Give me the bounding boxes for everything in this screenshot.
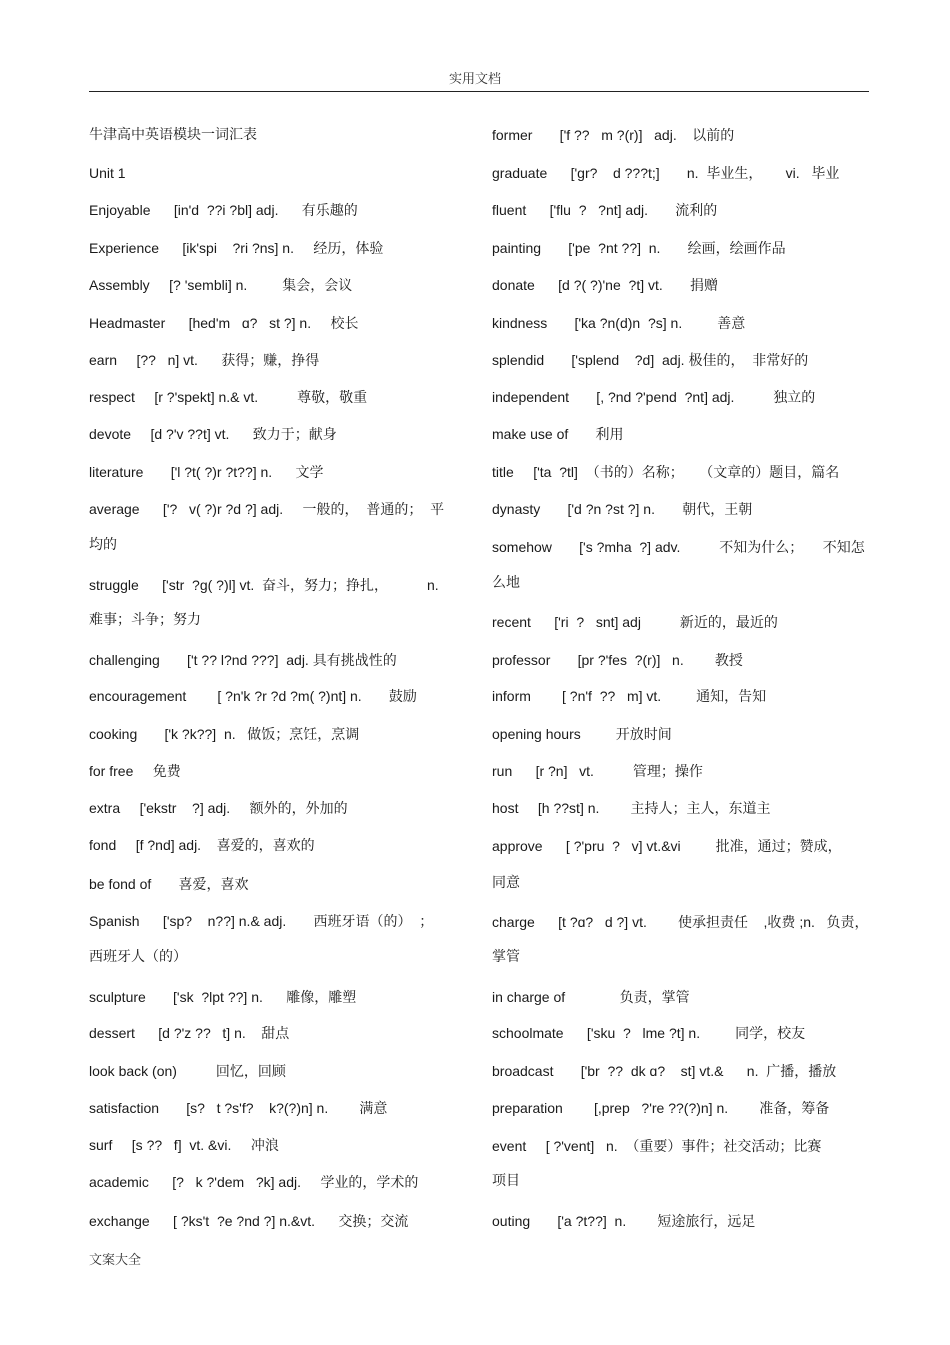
vocab-line: splendid ['splend ?d] adj. 极佳的， 非常好的: [492, 352, 809, 368]
vocab-line: encouragement [ ?n'k ?r ?d ?m( ?)nt] n. 鼓励: [89, 688, 417, 704]
vocab-line: charge [t ?ɑ? d ?] vt. 使承担责任 ,收费 ;n. 负责，: [492, 914, 869, 930]
vocab-line: 牛津高中英语模块一词汇表: [89, 126, 257, 142]
vocab-line: preparation [,prep ?'re ??(?)n] n. 准备，筹备: [492, 1100, 830, 1116]
vocab-line: for free 免费: [89, 763, 181, 779]
vocab-line: Unit 1: [89, 165, 126, 181]
vocab-line: challenging ['t ?? l?nd ???] adj. 具有挑战性的: [89, 652, 397, 668]
vocab-line: fond [f ?nd] adj. 喜爱的，喜欢的: [89, 837, 315, 853]
header-rule: [89, 91, 869, 92]
vocab-line: recent ['ri ? snt] adj 新近的，最近的: [492, 614, 778, 630]
page-header: 实用文档: [448, 71, 501, 86]
vocab-line: in charge of 负责，掌管: [492, 989, 690, 1005]
vocab-line: dessert [d ?'z ?? t] n. 甜点: [89, 1025, 290, 1041]
vocab-line: 掌管: [492, 948, 520, 964]
vocab-line: approve [ ?'pru ? v] vt.&vi 批准，通过；赞成，: [492, 838, 842, 854]
vocab-line: 同意: [492, 874, 520, 890]
vocab-line: Experience [ik'spi ?ri ?ns] n. 经历，体验: [89, 240, 384, 256]
vocab-line: donate [d ?( ?)'ne ?t] vt. 捐赠: [492, 277, 718, 293]
vocab-line: opening hours 开放时间: [492, 726, 672, 742]
vocab-line: cooking ['k ?k??] n. 做饭；烹饪，烹调: [89, 726, 360, 742]
vocab-line: graduate ['gr? d ???t;] n. 毕业生， vi. 毕业: [492, 165, 840, 181]
vocab-line: exchange [ ?ks't ?e ?nd ?] n.&vt. 交换；交流: [89, 1213, 409, 1229]
vocab-line: independent [, ?nd ?'pend ?nt] adj. 独立的: [492, 389, 816, 405]
vocab-line: Assembly [? 'sembli] n. 集会，会议: [89, 277, 353, 293]
vocab-line: satisfaction [s? t ?s'f? k?(?)n] n. 满意: [89, 1100, 388, 1116]
vocab-line: professor [pr ?'fes ?(r)] n. 教授: [492, 652, 743, 668]
vocab-line: Spanish ['sp? n??] n.& adj. 西班牙语（的） ；: [89, 913, 434, 929]
vocab-line: make use of 利用: [492, 426, 624, 442]
vocab-line: 难事；斗争；努力: [89, 611, 201, 627]
vocab-line: event [ ?'vent] n. （重要）事件；社交活动；比赛: [492, 1138, 822, 1154]
vocab-line: host [h ??st] n. 主持人；主人，东道主: [492, 800, 771, 816]
vocab-line: former ['f ?? m ?(r)] adj. 以前的: [492, 127, 735, 143]
vocab-line: 西班牙人（的）: [89, 948, 187, 964]
vocab-line: be fond of 喜爱，喜欢: [89, 876, 249, 892]
vocab-line: devote [d ?'v ??t] vt. 致力于；献身: [89, 426, 337, 442]
vocab-line: inform [ ?n'f ?? m] vt. 通知，告知: [492, 688, 767, 704]
vocab-line: academic [? k ?'dem ?k] adj. 学业的，学术的: [89, 1174, 419, 1190]
vocab-line: struggle ['str ?g( ?)l] vt. 奋斗，努力；挣扎， n.: [89, 577, 439, 593]
vocab-line: extra ['ekstr ?] adj. 额外的，外加的: [89, 800, 348, 816]
vocab-line: 么地: [492, 574, 520, 590]
vocab-line: dynasty ['d ?n ?st ?] n. 朝代，王朝: [492, 501, 753, 517]
vocab-line: 项目: [492, 1172, 520, 1188]
vocab-line: sculpture ['sk ?lpt ??] n. 雕像，雕塑: [89, 989, 357, 1005]
vocab-line: schoolmate ['sku ? lme ?t] n. 同学，校友: [492, 1025, 806, 1041]
vocab-line: literature ['l ?t( ?)r ?t??] n. 文学: [89, 464, 324, 480]
vocab-line: broadcast ['br ?? dk ɑ? st] vt.& n. 广播，播放: [492, 1063, 837, 1079]
vocab-line: somehow ['s ?mha ?] adv. 不知为什么； 不知怎: [492, 539, 865, 555]
vocab-line: painting ['pe ?nt ??] n. 绘画，绘画作品: [492, 240, 786, 256]
vocab-line: average ['? v( ?)r ?d ?] adj. 一般的， 普通的； 平: [89, 501, 445, 517]
vocab-line: kindness ['ka ?n(d)n ?s] n. 善意: [492, 315, 746, 331]
vocab-line: 均的: [89, 536, 117, 552]
vocab-line: run [r ?n] vt. 管理；操作: [492, 763, 703, 779]
vocab-line: fluent ['flu ? ?nt] adj. 流利的: [492, 202, 718, 218]
page-footer: 文案大全: [89, 1252, 142, 1267]
vocab-line: title ['ta ?tl] （书的）名称； （文章的）题目，篇名: [492, 464, 840, 480]
vocab-line: look back (on) 回忆，回顾: [89, 1063, 286, 1079]
vocab-line: Headmaster [hed'm ɑ? st ?] n. 校长: [89, 315, 359, 331]
vocab-line: respect [r ?'spekt] n.& vt. 尊敬，敬重: [89, 389, 368, 405]
vocab-line: surf [s ?? f] vt. &vi. 冲浪: [89, 1137, 279, 1153]
vocab-line: Enjoyable [in'd ??i ?bl] adj. 有乐趣的: [89, 202, 358, 218]
vocab-line: earn [?? n] vt. 获得；赚，挣得: [89, 352, 320, 368]
vocab-line: outing ['a ?t??] n. 短途旅行，远足: [492, 1213, 756, 1229]
